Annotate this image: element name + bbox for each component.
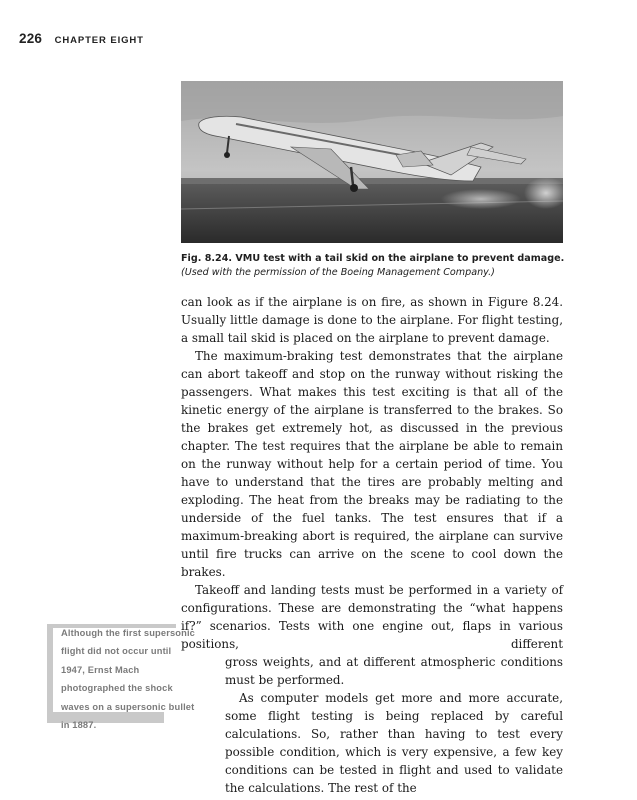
paragraph-4: As computer models get more and more accurate, some flight testing is being replaced by careful calculations. So, rather than having to test every possible condition, which is very expensive, a few key conditions can be tested in flight and used to validate the calculations. The rest of the [225, 691, 563, 795]
paragraph-3-narrow: gross weights, and at different atmospheric conditions must be performed. [225, 655, 563, 687]
page-number: 226 [19, 31, 43, 46]
figure-caption [181, 252, 566, 280]
paragraph-1: can look as if the airplane is on fire, as shown in Figure 8.24. Usually little damage is done to the airplane. For flight testing, a small tail skid is placed on the airplane to prevent damage. [181, 295, 563, 345]
nose-wheel [224, 152, 230, 158]
paragraph-3-wide [181, 581, 563, 653]
tail-skid-sparks [441, 189, 521, 209]
caption-credit: (Used with the permission of the Boeing Management Company.) [181, 267, 495, 278]
figure-photo-airplane-tail-skid [181, 81, 563, 243]
airplane-photo [181, 81, 563, 243]
horizon-line [181, 178, 563, 184]
running-header [19, 30, 144, 48]
margin-note [47, 624, 195, 731]
caption-title: Fig. 8.24. VMU test with a tail skid on the airplane to prevent damage. [181, 253, 565, 264]
chapter-title: CHAPTER EIGHT [54, 35, 144, 46]
paragraph-2: The maximum-braking test demonstrates that the airplane can abort takeoff and stop on the runway without risking the passengers. What makes this test exciting is that all of the kinetic energy of the airplane is transferred to the brakes. So the brakes get extremely hot, as discussed in the previous chapter. The test requires that the airplane be able to remain on the runway without help for a certain period of time. You have to understand that the tires are probably melting and exploding. The heat from the breaks may be radiating to the underside of the fuel tanks. The test ensures that if a maximum-breaking abort is required, the airplane can survive until fire trucks can arrive on the scene to cool down the brakes. [181, 349, 563, 579]
main-wheel [350, 184, 358, 192]
paragraph-3-wide-text: Takeoff and landing tests must be performed in a variety of configurations. These are demonstrating the “what happens if?” scenarios. Tests with one engine out, flaps in various positions, different [181, 583, 563, 651]
body-text [181, 293, 563, 797]
margin-note-text: Although the first supersonic flight did not occur until 1947, Ernst Mach photographed the shock waves on a supersonic bullet in 1887. [61, 628, 195, 731]
